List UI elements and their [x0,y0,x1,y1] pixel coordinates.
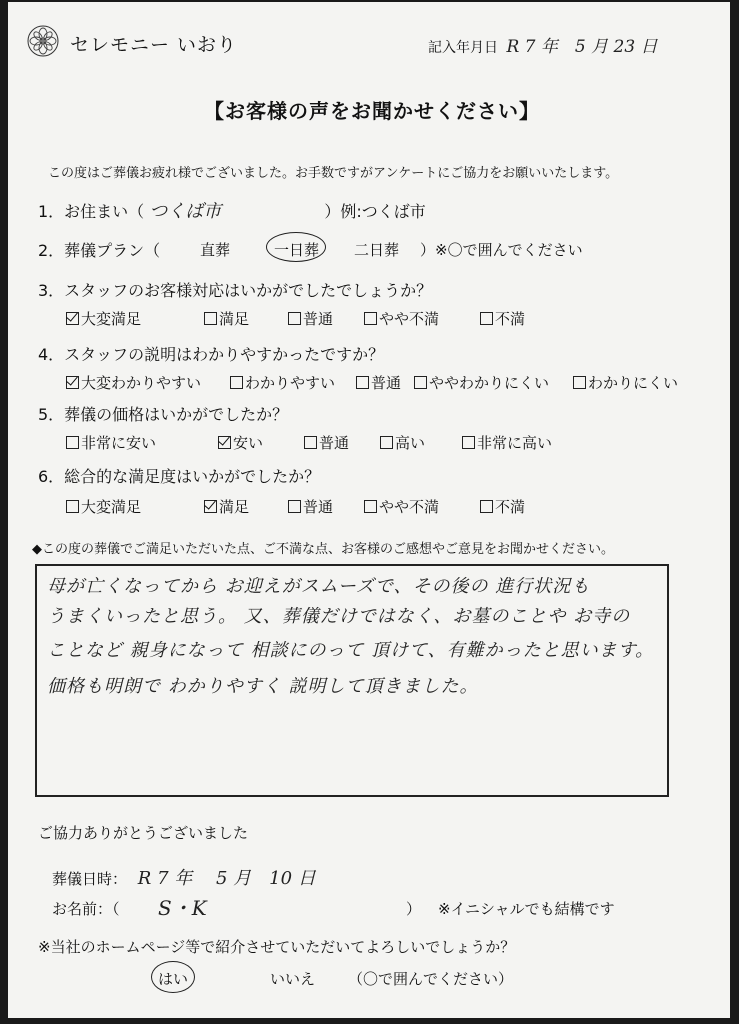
comment-prompt: ◆この度の葬儀でご満足いただいた点、ご不満な点、お客様のご感想やご意見をお聞かせください。 [32,542,614,557]
q4-option-2-label: わかりやすい [245,374,336,392]
q1-label: 1．お住まい（ [38,202,145,221]
q6-option-5[interactable] [480,496,525,517]
checkbox-icon[interactable] [66,436,79,449]
q1-row [38,197,426,223]
checkbox-checked-icon[interactable] [66,312,79,325]
q6-option-2[interactable] [204,496,249,517]
q3-option-4[interactable] [364,308,439,329]
q3-option-5[interactable] [480,308,525,329]
q3-option-1[interactable] [66,308,141,329]
q3-option-4-label: やや不満 [379,310,440,328]
survey-sheet [8,2,730,1018]
checkbox-icon[interactable] [364,500,377,513]
checkbox-icon[interactable] [573,376,586,389]
q6-option-1-label: 大変満足 [81,498,142,516]
q3-label: 3．スタッフのお客様対応はいかがでしたでしょうか？ [38,281,433,300]
checkbox-icon[interactable] [230,376,243,389]
checkbox-icon[interactable] [462,436,475,449]
checkbox-checked-icon[interactable] [66,376,79,389]
comment-line-2: うまくいったと思う。 又、葬儀だけではなく、お墓のことや お寺の [47,606,631,627]
q6-option-3[interactable] [288,496,333,517]
q4-label: 4．スタッフの説明はわかりやすかったですか？ [38,345,385,364]
q3-option-2-label: 満足 [219,310,250,328]
q5-label: 5．葬儀の価格はいかがでしたか？ [38,405,289,424]
entry-date-value: R 7 年 5 月 23 日 [506,37,658,57]
yes-selected-circle [151,961,195,993]
q4-option-4-label: ややわかりにくい [429,374,550,392]
entry-date [428,32,658,57]
funeral-date-value[interactable]: R 7 年 5 月 10 日 [137,868,316,889]
q5-option-4[interactable] [380,432,425,453]
name-label: お名前：（ [52,900,120,918]
checkbox-icon[interactable] [380,436,393,449]
q6-option-5-label: 不満 [495,498,526,516]
checkbox-checked-icon[interactable] [204,500,217,513]
checkbox-checked-icon[interactable] [218,436,231,449]
q2-note: ）※〇で囲んでください [420,241,583,259]
checkbox-icon[interactable] [288,500,301,513]
q4-option-4[interactable] [414,372,549,393]
q4-option-5-label: わかりにくい [588,374,679,392]
checkbox-icon[interactable] [204,312,217,325]
checkbox-icon[interactable] [356,376,369,389]
q5-option-1[interactable] [66,432,156,453]
q5-option-5[interactable] [462,432,552,453]
entry-date-label: 記入年月日 [428,40,498,56]
q3-option-3-label: 普通 [303,310,334,328]
checkbox-icon[interactable] [66,500,79,513]
q4-option-1[interactable] [66,372,201,393]
q4-option-2[interactable] [230,372,335,393]
q4-option-3[interactable] [356,372,401,393]
page-title: 【お客様の声をお聞かせください】 [204,99,540,123]
q5-option-1-label: 非常に安い [81,434,157,452]
thanks-text: ご協力ありがとうございました [38,824,249,842]
q2-selected-circle [266,232,326,262]
circle-note: （〇で囲んでください） [348,970,514,988]
answer-no[interactable]: いいえ [270,970,316,988]
name-close: ） [406,900,422,918]
intro-text: この度はご葬儀お疲れ様でございました。お手数ですがアンケートにご協力をお願いいたします。 [48,166,619,181]
comment-line-3: ことなど 親身になって 相談にのって 頂けて、有難かったと思います。 [47,640,655,661]
q6-option-1[interactable] [66,496,141,517]
q4-option-5[interactable] [573,372,678,393]
q1-example: ）例:つくば市 [324,202,426,221]
q1-answer[interactable]: つくば市 [149,201,222,222]
q2-option-3[interactable]: 二日葬 [354,241,400,259]
q2-label: 2．葬儀プラン（ [38,241,161,260]
q6-option-4[interactable] [364,496,439,517]
flower-logo-icon [26,24,60,58]
q4-option-3-label: 普通 [371,374,402,392]
q5-option-3[interactable] [304,432,349,453]
q3-option-2[interactable] [204,308,249,329]
checkbox-icon[interactable] [288,312,301,325]
name-value[interactable]: S・K [158,896,207,920]
checkbox-icon[interactable] [364,312,377,325]
q3-option-5-label: 不満 [495,310,526,328]
checkbox-icon[interactable] [480,500,493,513]
q6-option-3-label: 普通 [303,498,334,516]
funeral-date-label: 葬儀日時： [52,870,128,888]
checkbox-icon[interactable] [414,376,427,389]
q2-option-2[interactable]: 一日葬 [274,241,320,259]
checkbox-icon[interactable] [480,312,493,325]
funeral-date-row [52,864,316,890]
q5-option-2[interactable] [218,432,263,453]
q6-option-2-label: 満足 [219,498,250,516]
comment-line-1: 母が亡くなってから お迎えがスムーズで、その後の 進行状況も [47,576,591,597]
comment-line-4: 価格も明朗で わかりやすく 説明して頂きました。 [47,676,479,697]
q6-label: 6．総合的な満足度はいかがでしたか？ [38,467,321,486]
q4-option-1-label: 大変わかりやすい [81,374,202,392]
brand-name: セレモニー いおり [70,34,238,56]
q5-option-4-label: 高い [395,434,426,452]
q5-option-2-label: 安い [233,434,264,452]
q5-option-3-label: 普通 [319,434,350,452]
q3-option-3[interactable] [288,308,333,329]
q6-option-4-label: やや不満 [379,498,440,516]
comment-box[interactable] [35,564,669,797]
answer-yes[interactable]: はい [158,970,189,988]
checkbox-icon[interactable] [304,436,317,449]
q5-option-5-label: 非常に高い [477,434,553,452]
homepage-question: ※当社のホームページ等で紹介させていただいてよろしいでしょうか？ [38,938,516,956]
q2-option-1[interactable]: 直葬 [200,241,231,259]
q3-option-1-label: 大変満足 [81,310,142,328]
name-note: ※イニシャルでも結構です [438,900,615,918]
